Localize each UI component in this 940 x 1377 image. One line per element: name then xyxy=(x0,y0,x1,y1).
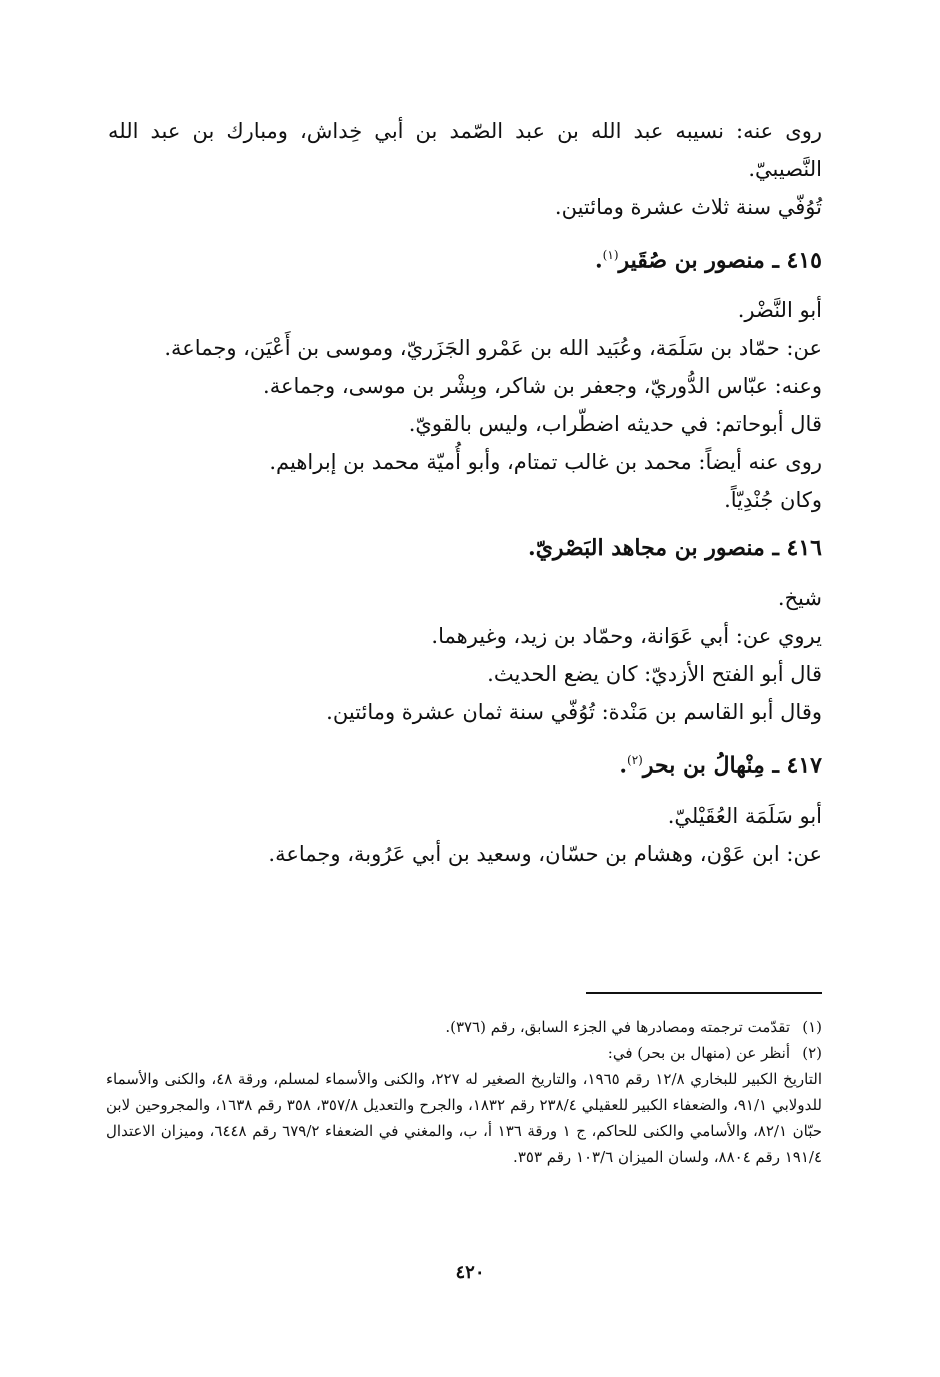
transmitters-paragraph: روى عنه: نسيبه عبد الله بن عبد الصّمد بن أبي خِداش، ومبارك بن عبد الله النَّصيبيّ. xyxy=(108,119,822,181)
footnote-ref: (٢) xyxy=(627,753,643,768)
entry-heading-416 xyxy=(108,529,822,567)
footnote-number: (٢) xyxy=(802,1044,822,1062)
status-line: شيخ. xyxy=(777,586,822,611)
entry-heading-415: ٤١٥ ـ منصور بن صُقَير$^{(١)}$. xyxy=(595,247,822,274)
entry-number: ٤١٧ ـ xyxy=(772,752,822,779)
footnote-text: تقدّمت ترجمته ومصادرها في الجزء السابق، رقم (٣٧٦). xyxy=(445,1018,790,1036)
kunya-line: أبو سَلَمَة العُقَيْليّ. xyxy=(667,803,822,828)
main-text xyxy=(108,112,822,873)
footnote-divider xyxy=(586,992,822,994)
students-line: وعنه: عبّاس الدُّوريّ، وجعفر بن شاكر، وبِشْر بن موسى، وجماعة. xyxy=(263,374,822,399)
entry-heading-417: ٤١٧ ـ مِنْهالُ بن بحر$^{(٢)}$. xyxy=(619,752,822,779)
narrated-from-line: عن: ابن عَوْن، وهشام بن حسّان، وسعيد بن أبي عَرُوبة، وجماعة. xyxy=(268,841,822,866)
entry-number: ٤١٥ ـ xyxy=(772,247,822,274)
death-date-line: وقال أبو القاسم بن مَنْدة: تُوُفّي سنة ثمان عشرة ومائتين. xyxy=(326,700,822,725)
footnote-2 xyxy=(106,1040,822,1066)
footnotes xyxy=(106,1014,822,1170)
entry-name: مِنْهالُ بن بحر xyxy=(642,752,765,779)
death-date-line: تُوُفّي سنة ثلاث عشرة ومائتين. xyxy=(554,195,822,219)
page-number: ٤٢٠ xyxy=(455,1262,485,1283)
footnote-ref: (١) xyxy=(602,248,619,262)
narrated-from-line: يروي عن: أبي عَوَانة، وحمّاد بن زيد، وغيرهما. xyxy=(431,624,822,649)
entry-name: منصور بن صُقَير xyxy=(618,247,765,274)
entry-name: منصور بن مجاهد البَصْريّ. xyxy=(528,535,765,562)
note-line: وكان جُنْدِيّاً. xyxy=(724,488,822,513)
entry-number: ٤١٦ ـ xyxy=(772,535,822,562)
also-narrated-line: روى عنه أيضاً: محمد بن غالب تمتام، وأبو أُميّة محمد بن إبراهيم. xyxy=(269,450,822,475)
footnote-text: أنظر عن (منهال بن بحر) في: xyxy=(607,1044,790,1062)
narrated-from-line: عن: حمّاد بن سَلَمَة، وعُبَيد الله بن عَمْرو الجَزَريّ، وموسى بن أَعْيَن، وجماعة. xyxy=(164,336,822,361)
footnote-number: (١) xyxy=(802,1018,822,1036)
footnote-2-sources: التاريخ الكبير للبخاري ١٢/٨ رقم ١٩٦٥، والتاريخ الصغير له ٢٢٧، والكنى والأسماء لمسلم، ورقة ٤٨، والكنى والأسماء للدولابي ٩١/١، والضعفاء الكبير للعقيلي ٢٣٨/٤ رقم ١٨٣٢، والجرح والتعديل ٣٥٧/٨، ٣٥٨ رقم ١٦٣٨، والمجروحين لابن حبّان ٨٢/١، والأسامي والكنى للحاكم، ج ١ ورقة ١٣٦ أ، ب، والمغني في الضعفاء ٦٧٩/٢ رقم ٦٤٤٨، وميزان الاعتدال ١٩١/٤ رقم ٨٨٠٤، ولسان الميزان ١٠٣/٦ رقم ٣٥٣. xyxy=(106,1070,823,1166)
critique-line: قال أبو الفتح الأزديّ: كان يضع الحديث. xyxy=(487,662,822,687)
footnote-1 xyxy=(106,1014,822,1040)
kunya-line: أبو النَّضْر. xyxy=(737,298,822,323)
critique-line: قال أبوحاتم: في حديثه اضطّراب، وليس بالقويّ. xyxy=(408,412,822,437)
